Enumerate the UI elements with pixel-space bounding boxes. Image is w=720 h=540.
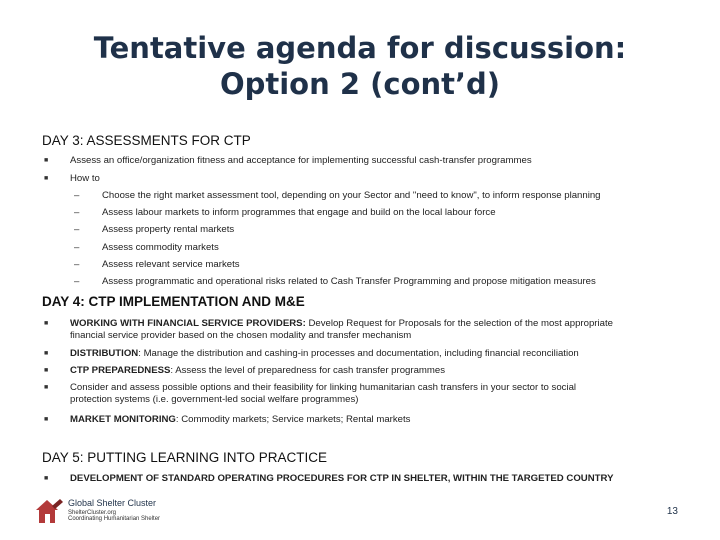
day4-item-5-text: : Commodity markets; Service markets; Rental markets [175,414,411,425]
sub-list-item [74,187,694,204]
day4-item-3-lead: CTP PREPAREDNESS [70,365,171,376]
bullet-icon: ■ [44,367,49,374]
sub-list-item [74,273,694,290]
logo-url: ShelterCluster.org [68,510,117,516]
sub-list-item [74,239,694,256]
bullet-icon: ■ [44,475,49,482]
house-icon [34,496,64,526]
day3-sub-3: Assess property rental markets [102,224,235,235]
title-line-1: Tentative agenda for discussion: [93,31,627,65]
dash-icon: – [74,242,80,253]
list-item [44,470,664,487]
page-number: 13 [666,506,678,517]
list-item [44,170,664,187]
day4-item-3-text: : Assess the level of preparedness for cash transfer programmes [170,365,446,376]
day3-sub-2: Assess labour markets to inform programmes that engage and build on the local labour force [102,207,496,218]
list-item [44,152,664,169]
bullet-icon: ■ [44,350,49,357]
list-item [44,382,664,405]
day3-heading: DAY 3: ASSESSMENTS FOR CTP [42,133,251,148]
dash-icon: – [74,224,80,235]
day5-bullet: DEVELOPMENT OF STANDARD OPERATING PROCEDURES FOR CTP IN SHELTER, WITHIN THE TARGETED COUNTRY [70,473,614,484]
day4-item-1-text: Develop Request for Proposals for the selection of the most appropriate [305,318,613,329]
day4-item-4-line2: protection systems (i.e. government-led social welfare programmes) [70,393,359,405]
day4-item-4-text: Consider and assess possible options and their feasibility for linking humanitarian cash transfers in your sector to social [70,382,577,393]
dash-icon: – [74,276,80,287]
dash-icon: – [74,190,80,201]
bullet-icon: ■ [44,157,49,164]
list-item [44,348,664,360]
logo-tagline: Coordinating Humanitarian Shelter [68,516,161,522]
bullet-icon: ■ [44,416,49,423]
list-item [44,414,664,426]
logo-name: Global Shelter Cluster [68,498,157,508]
day3-sub-4: Assess commodity markets [102,242,219,253]
day4-item-1-lead: WORKING WITH FINANCIAL SERVICE PROVIDERS: [70,318,306,329]
day4-item-2-text: : Manage the distribution and cashing-in processes and documentation, including financial reconciliation [138,348,579,359]
bullet-icon: ■ [44,175,49,182]
day4-item-1-line2: financial service provider based on the chosen modality and transfer mechanism [70,329,412,341]
title-line-2: Option 2 (cont’d) [219,67,501,101]
day5-heading: DAY 5: PUTTING LEARNING INTO PRACTICE [42,450,328,465]
list-item [44,318,664,341]
list-item [44,365,664,377]
day4-heading: DAY 4: CTP IMPLEMENTATION AND M&E [42,294,305,309]
bullet-icon: ■ [44,384,49,391]
day4-item-5-lead: MARKET MONITORING [70,414,176,425]
sub-list-item [74,221,694,238]
day3-sub-1: Choose the right market assessment tool, depending on your Sector and "need to know", to inform response planning [102,190,601,201]
day4-item-2-lead: DISTRIBUTION [70,348,139,359]
day3-bullet-1: Assess an office/organization fitness and acceptance for implementing successful cash-transfer programmes [70,155,532,166]
dash-icon: – [74,207,80,218]
day3-sub-6: Assess programmatic and operational risks related to Cash Transfer Programming and propose mitigation measures [102,276,596,287]
day3-bullet-2: How to [70,173,100,184]
sub-list-item [74,256,694,273]
slide-title [0,30,720,102]
dash-icon: – [74,259,80,270]
global-shelter-cluster-logo [34,496,234,530]
bullet-icon: ■ [44,320,49,327]
day3-sub-5: Assess relevant service markets [102,259,240,270]
sub-list-item [74,204,694,221]
